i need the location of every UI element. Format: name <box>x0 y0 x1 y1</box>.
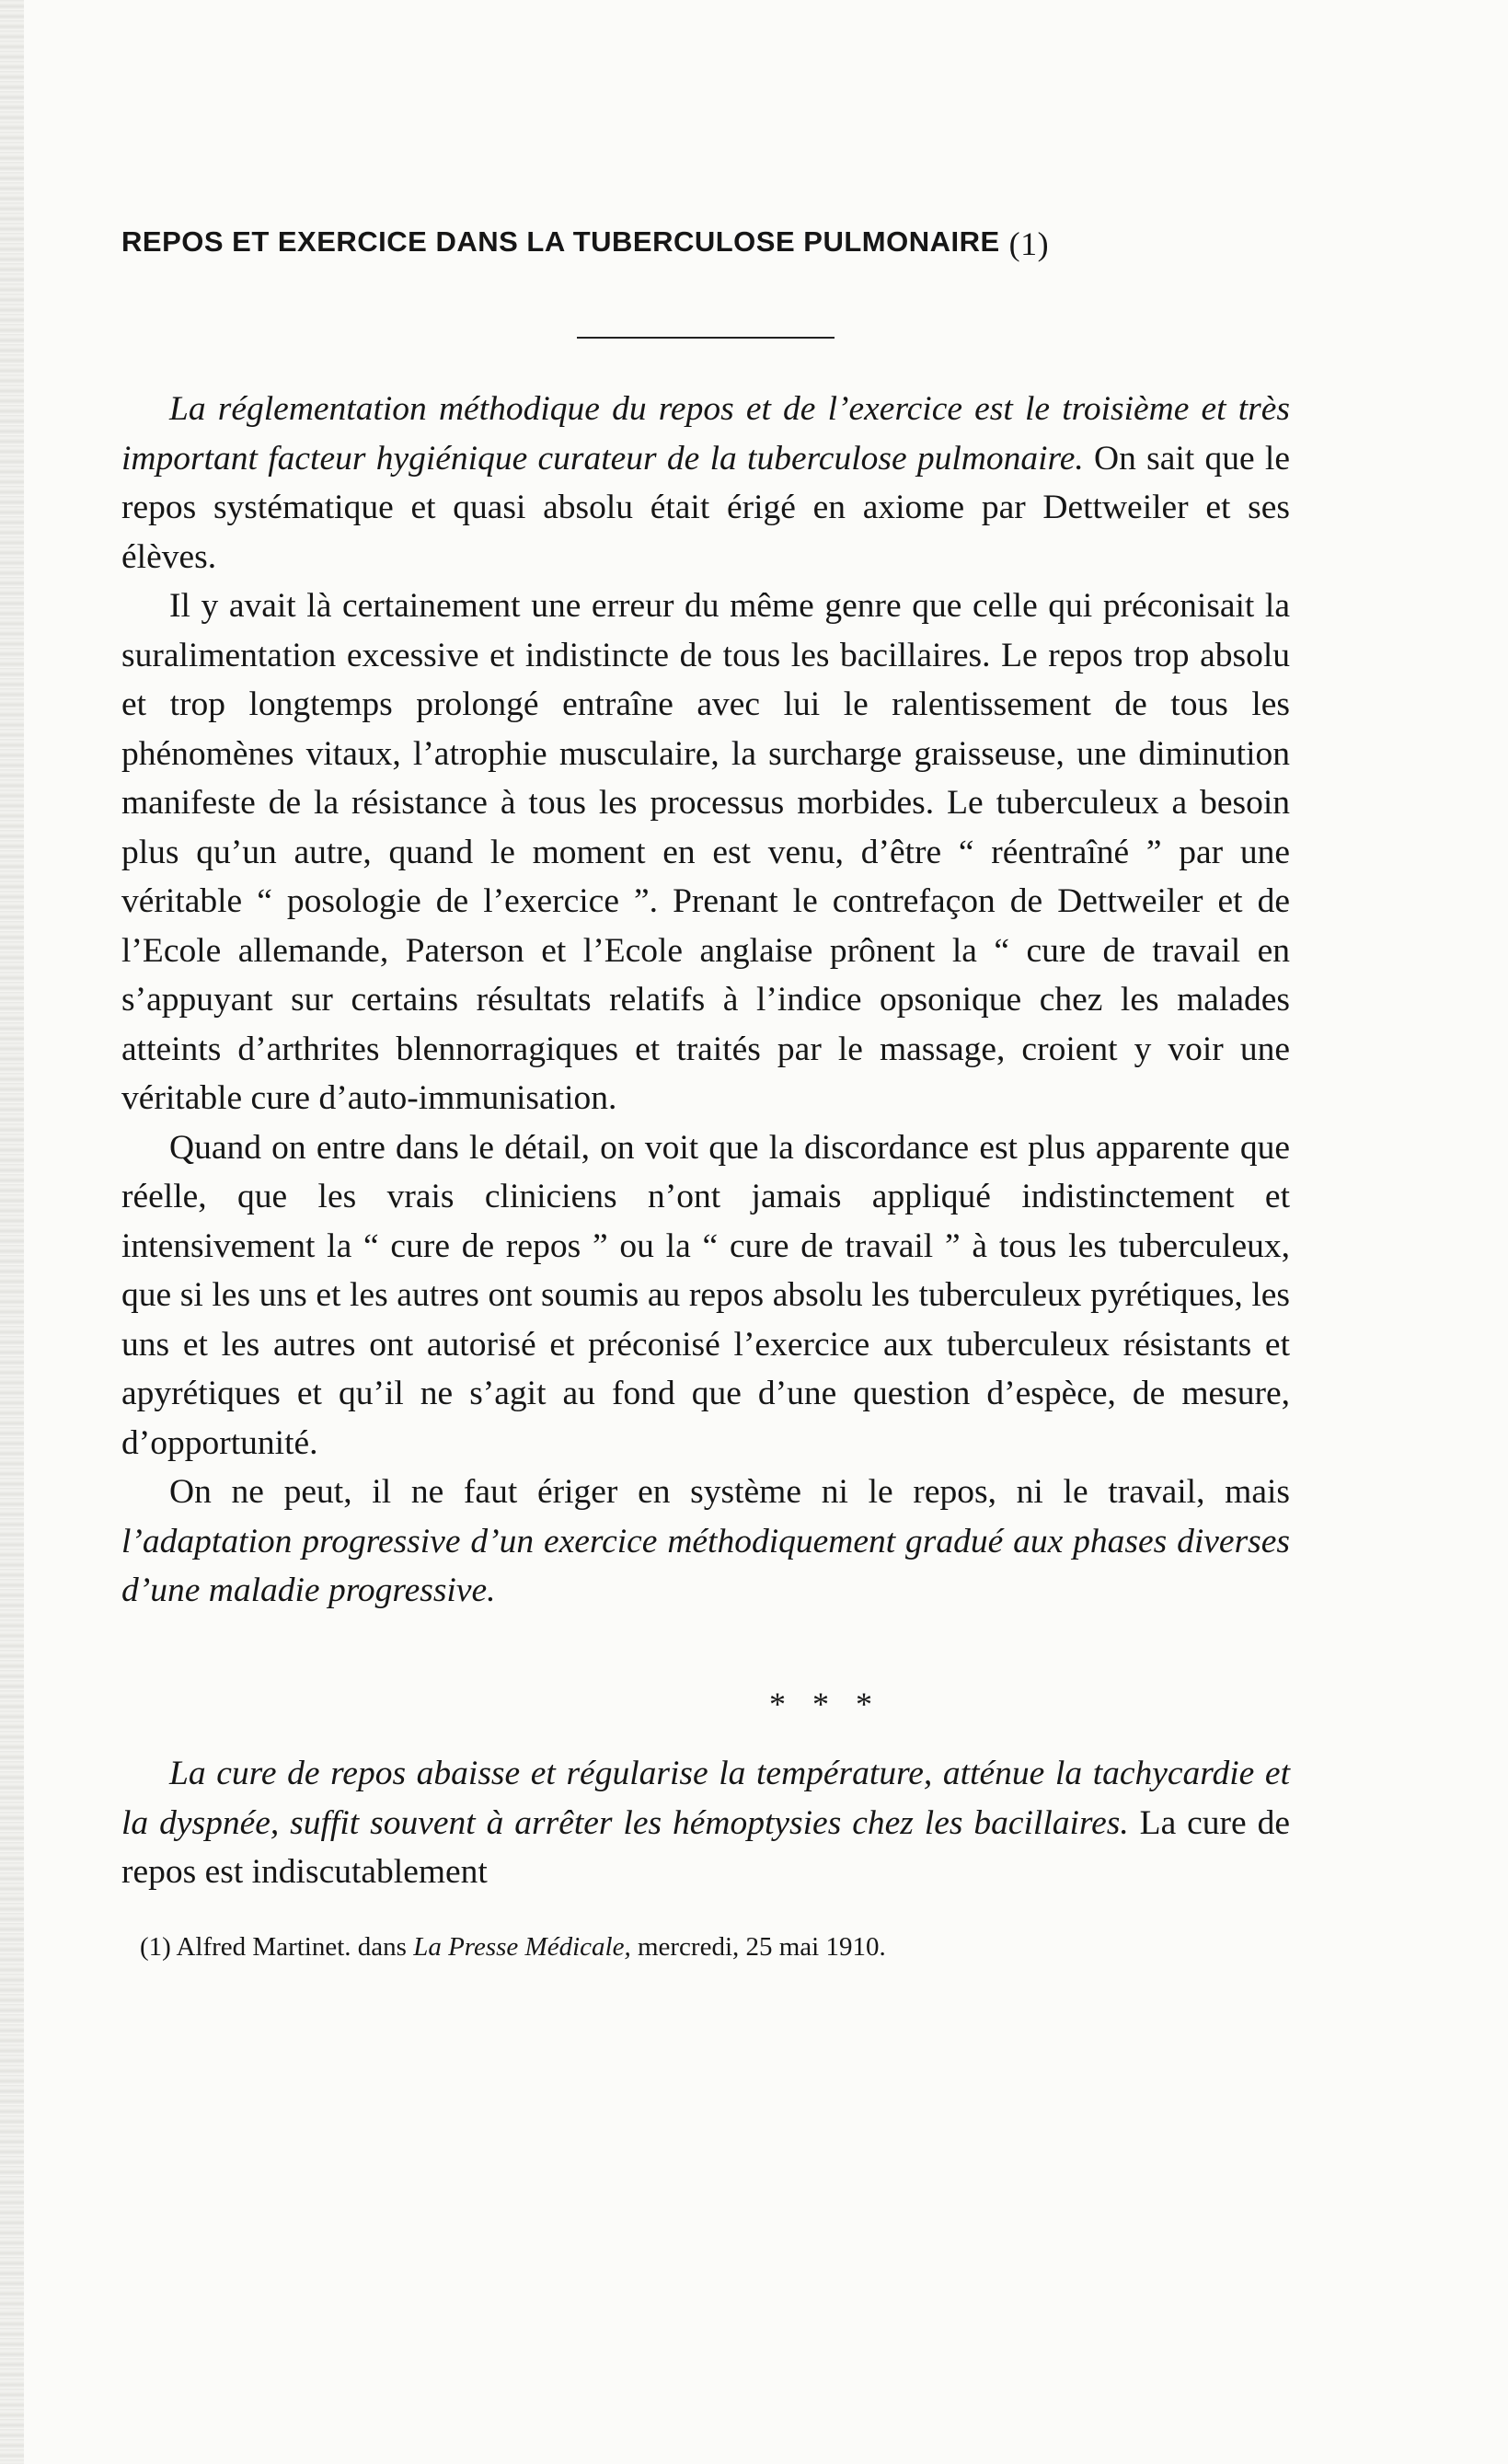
article-body <box>121 385 1290 1897</box>
paragraph-text: La cure de repos est indiscutablement <box>121 1803 1290 1891</box>
footnote-journal: La Presse Médicale, <box>413 1931 631 1962</box>
footnote <box>121 1930 1290 1963</box>
page <box>121 221 1290 1963</box>
section-separator: * * * <box>769 1685 881 1722</box>
page-title <box>121 221 1290 263</box>
paragraph-5 <box>121 1749 1290 1897</box>
italic-tail: l’adaptation progressive d’un exercice méthodiquement gradué aux phases diverses d’une maladie progressive. <box>121 1522 1290 1609</box>
italic-lead: La réglementation méthodique du repos et de l’exercice est le troisième et très important facteur hygiénique curateur de la tuberculose pulmonaire. <box>121 390 1290 478</box>
paragraph-3: Quand on entre dans le détail, on voit que la discordance est plus apparente que réelle, que les vrais cliniciens n’ont jamais appliqué indistinctement et intensivement la “ cure de repos ” ou la “ cure de travail ” à tous les tuberculeux, que si les uns et les autres ont soumis au repos absolu les tuberculeux pyrétiques, les uns et les autres ont autorisé et préconisé l’exercice aux tuberculeux résistants et apyrétiques et qu’il ne s’agit au fond que d’une question d’espèce, de mesure, d’opportunité. <box>121 1128 1290 1462</box>
title-divider <box>577 337 835 339</box>
footnote-author: Alfred Martinet. dans <box>176 1931 407 1962</box>
paragraph-text: On sait que le repos systématique et quasi absolu était érigé en axiome par Dettweiler et ses élèves. <box>121 439 1290 576</box>
italic-lead: La cure de repos abaisse et régularise la température, atténue la tachycardie et la dyspnée, suffit souvent à arrêter les hémoptysies chez les bacillaires. <box>121 1755 1290 1842</box>
paragraph-4 <box>121 1468 1290 1616</box>
paragraph-2: Il y avait là certainement une erreur du même genre que celle qui préconisait la suralimentation excessive et indistincte de tous les bacillaires. Le repos trop absolu et trop longtemps prolongé entraîne avec lui le ralentissement de tous les phénomènes vitaux, l’atrophie musculaire, la surcharge graisseuse, une diminution manifeste de la résistance à tous les processus morbides. Le tuberculeux a besoin plus qu’un autre, quand le moment en est venu, d’être “ réentraîné ” par une véritable “ posologie de l’exercice ”. Prenant le contrefaçon de Dettweiler et de l’Ecole allemande, Paterson et l’Ecole anglaise prônent la “ cure de travail en s’appuyant sur certains résultats relatifs à l’indice opsonique chez les malades atteints d’arthrites blennorragiques et traités par le massage, croient y voir une véritable cure d’auto-immunisation. <box>121 587 1290 1117</box>
footnote-date: mercredi, 25 mai 1910. <box>637 1931 886 1962</box>
title-text: REPOS ET EXERCICE DANS LA TUBERCULOSE PULMONAIRE <box>121 225 1000 258</box>
paragraph-1 <box>121 385 1290 581</box>
footnote-reference: (1) <box>1008 225 1050 262</box>
scan-edge <box>0 0 24 2464</box>
paragraph-text: On ne peut, il ne faut ériger en système ni le repos, ni le travail, mais <box>169 1473 1290 1511</box>
footnote-marker: (1) <box>140 1931 171 1962</box>
